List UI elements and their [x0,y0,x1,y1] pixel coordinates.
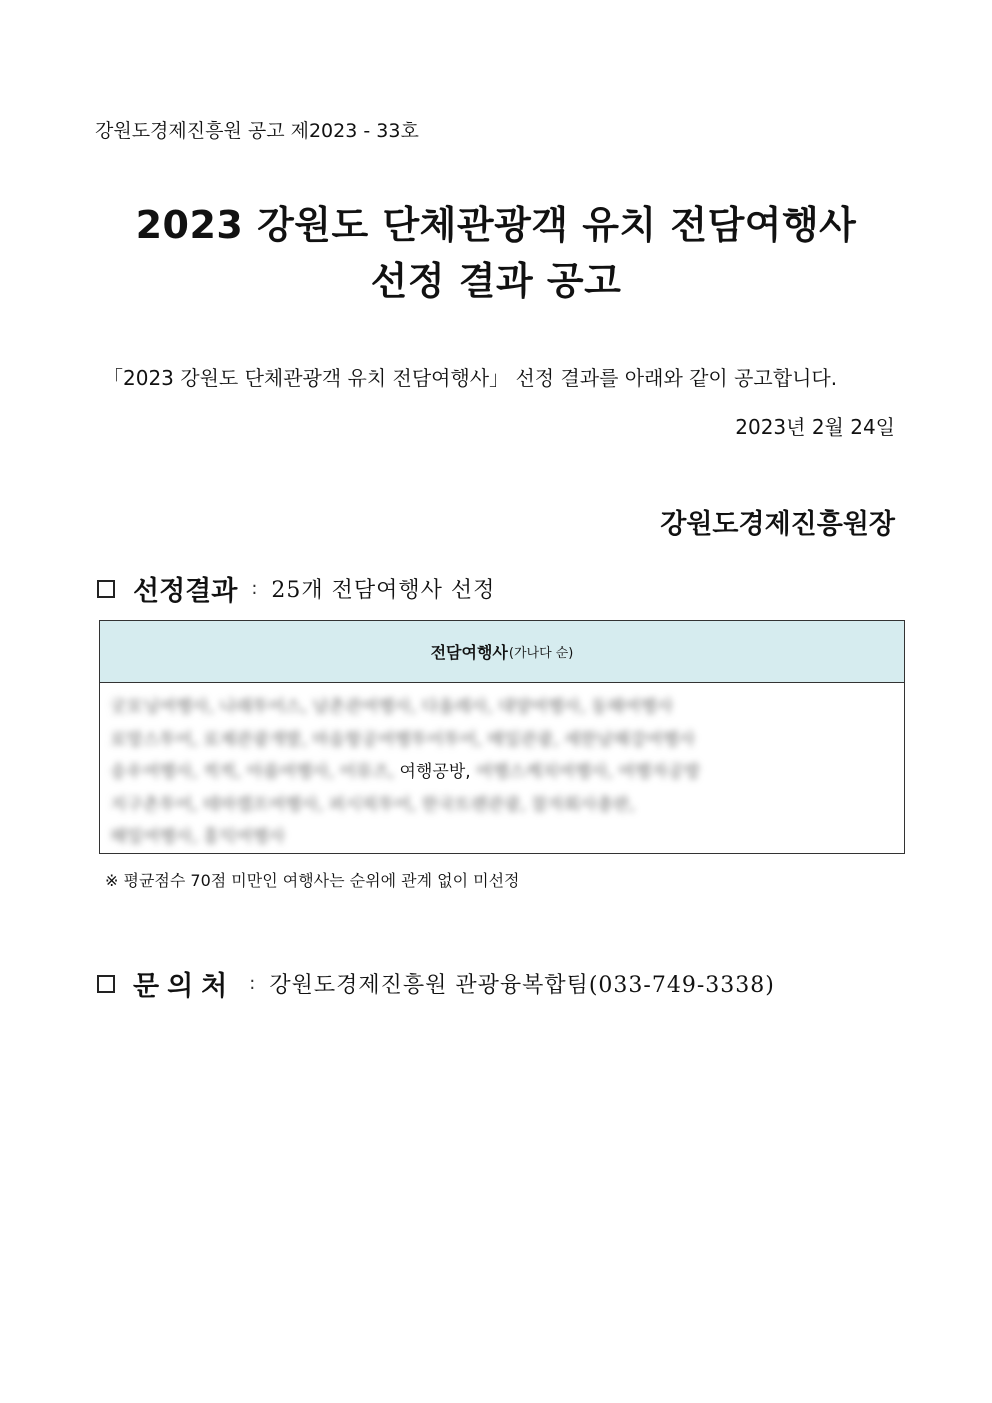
contact-text: 강원도경제진흥원 관광융복합팀(033-749-3338) [269,973,775,998]
notice-date: 2023년 2월 24일 [735,415,895,439]
intro-text: 「2023 강원도 단체관광객 유치 전담여행사」 선정 결과를 아래와 같이 공고합니다. [103,366,838,390]
selection-label: 선정결과 [133,576,238,607]
agency-line [110,789,894,822]
footnote: ※ 평균점수 70점 미만인 여행사는 순위에 관계 없이 미선정 [105,871,520,890]
selection-text: 25개 전담여행사 선정 [271,578,496,603]
selection-colon: : [251,578,258,599]
agency-names-blurred: 로망스투어, 로제관광개발, 마음항공여행투어투어, 매일관광, 세한남해강여행사 [110,729,696,750]
agency-name-visible: 여행공방, [394,762,471,782]
agency-line [110,691,894,724]
agency-names-blurred: 송우여행사, 씩씩, 아름여행사, 어뮤즈, [110,762,395,782]
contact-colon: : [249,973,256,994]
table-header-main: 전담여행사 [430,643,508,662]
square-bullet-icon [97,580,115,598]
agency-names-blurred: 여행스케치여행사, 여행자공방 [470,762,701,782]
page-title-line2: 선정 결과 공고 [370,259,622,303]
agency-line [110,724,894,757]
square-bullet-icon [97,975,115,993]
agency-table [99,620,905,854]
agency-names-blurred: 해밀여행사, 홍익여행사 [110,827,286,847]
page-title-line1: 2023 강원도 단체관광객 유치 전담여행사 [135,203,857,247]
agency-line [110,756,894,789]
contact-section [97,964,775,1003]
contact-label: 문의처 [133,971,236,1002]
agency-table-header [100,621,904,683]
agency-names-blurred: 굿모닝여행사, 나래투어스, 남촌관여행사, 다올레사, 대양여행사, 동해여행사 [110,697,674,717]
signer-name: 강원도경제진흥원장 [660,509,895,540]
agency-line [110,821,894,854]
agency-table-body [100,683,904,862]
agency-names-blurred: 지구촌투어, 테마캠프여행사, 퍼시픽투어, 한국트렌관광, 참자회사총판, [110,794,635,815]
selection-section [97,569,495,608]
notice-number: 강원도경제진흥원 공고 제2023 - 33호 [95,120,419,142]
table-header-sub: (가나다 순) [508,646,574,661]
